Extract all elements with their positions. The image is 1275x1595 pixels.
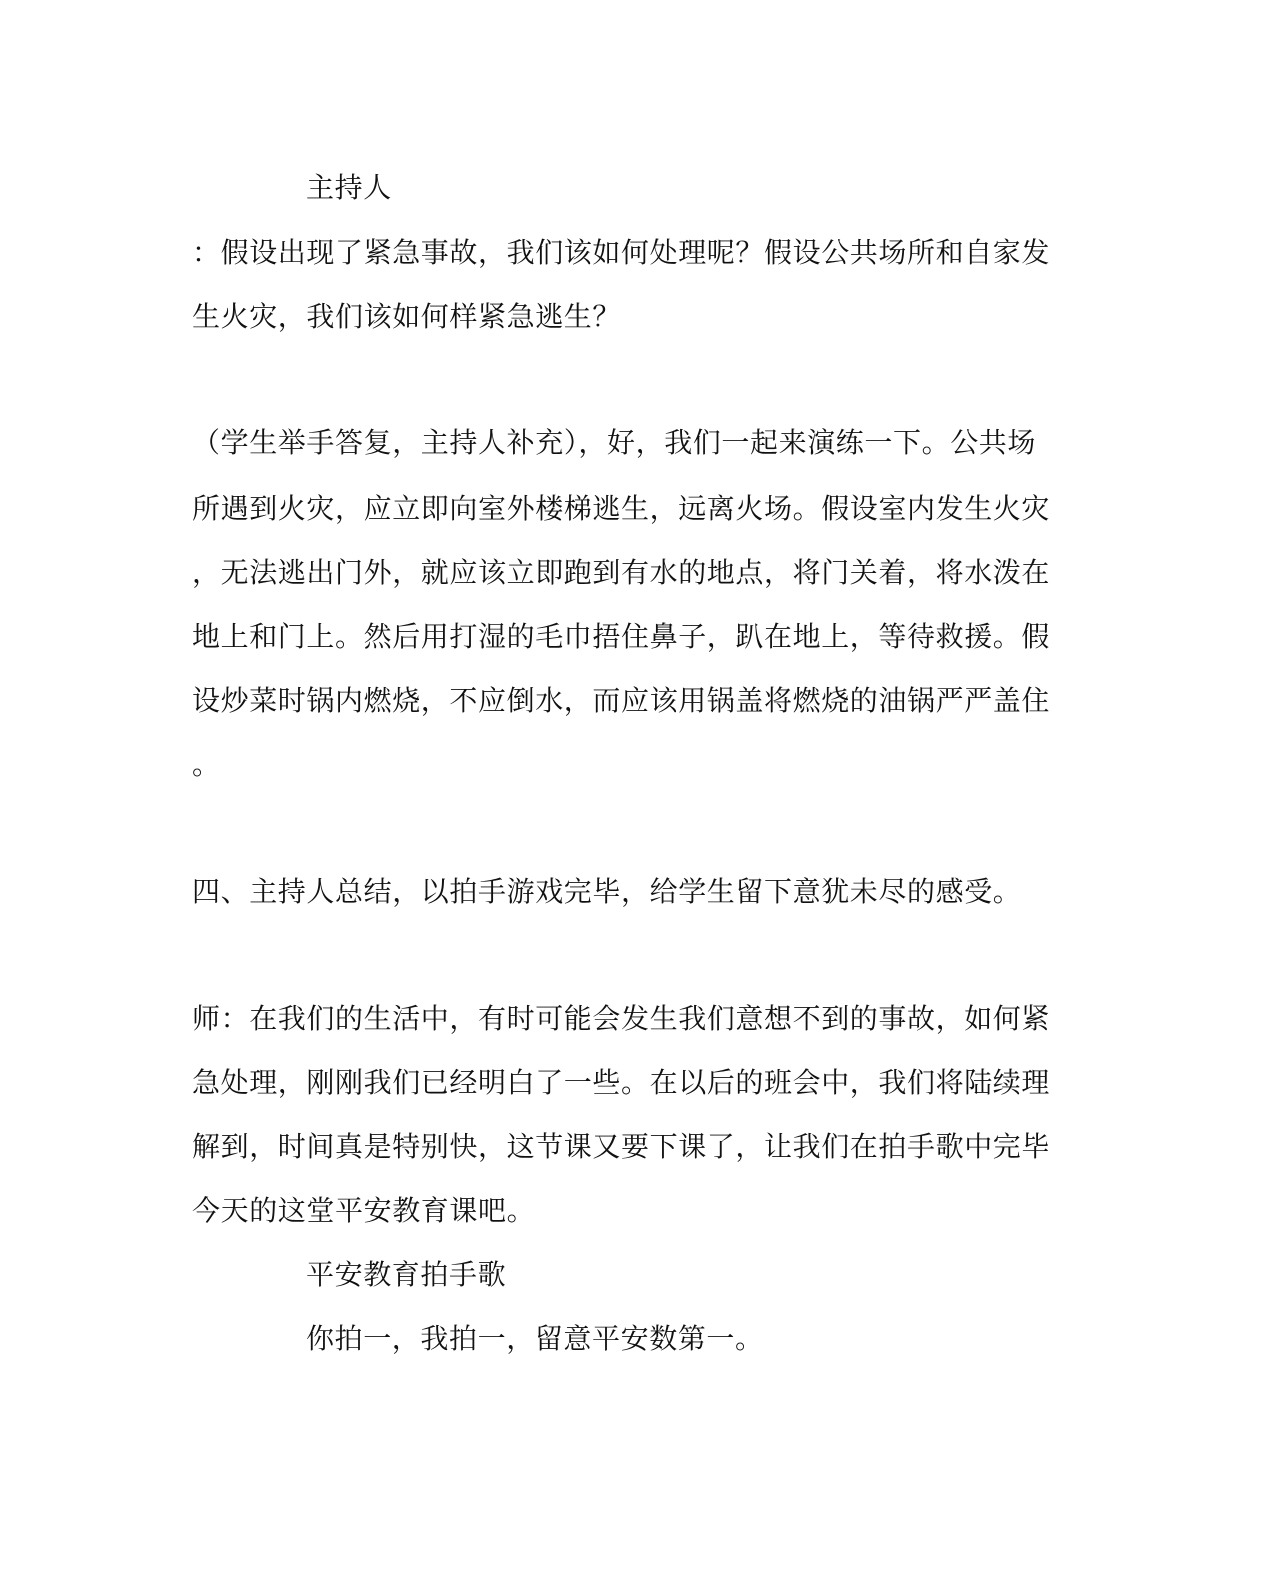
drill-paragraph-line-1: （学生举手答复，主持人补充），好，我们一起来演练一下。公共场 (192, 426, 1037, 459)
teacher-paragraph-line-1: 师：在我们的生活中，有时可能会发生我们意想不到的事故，如何紧 (192, 1002, 1051, 1035)
host-question-line-2: 生火灾，我们该如何样紧急逃生？ (192, 300, 622, 333)
song-first-line: 你拍一，我拍一，留意平安数第一。 (306, 1322, 764, 1355)
teacher-paragraph-line-3: 解到，时间真是特别快，这节课又要下课了，让我们在拍手歌中完毕 (192, 1130, 1051, 1163)
drill-paragraph-line-3: ，无法逃出门外，就应该立即跑到有水的地点，将门关着，将水泼在 (192, 556, 1051, 589)
host-question-line-1: ：假设出现了紧急事故，我们该如何处理呢？假设公共场所和自家发 (192, 236, 1051, 269)
teacher-paragraph-line-2: 急处理，刚刚我们已经明白了一些。在以后的班会中，我们将陆续理 (192, 1066, 1051, 1099)
drill-paragraph-line-4: 地上和门上。然后用打湿的毛巾捂住鼻子，趴在地上，等待救援。假 (192, 620, 1051, 653)
section-four-heading: 四、主持人总结，以拍手游戏完毕，给学生留下意犹未尽的感受。 (192, 875, 1022, 908)
teacher-paragraph-line-4: 今天的这堂平安教育课吧。 (192, 1194, 536, 1227)
drill-paragraph-line-6: 。 (192, 748, 221, 781)
host-heading: 主持人 (306, 171, 392, 204)
song-title: 平安教育拍手歌 (306, 1258, 507, 1291)
drill-paragraph-line-5: 设炒菜时锅内燃烧，不应倒水，而应该用锅盖将燃烧的油锅严严盖住 (192, 684, 1051, 717)
drill-paragraph-line-2: 所遇到火灾，应立即向室外楼梯逃生，远离火场。假设室内发生火灾 (192, 492, 1051, 525)
